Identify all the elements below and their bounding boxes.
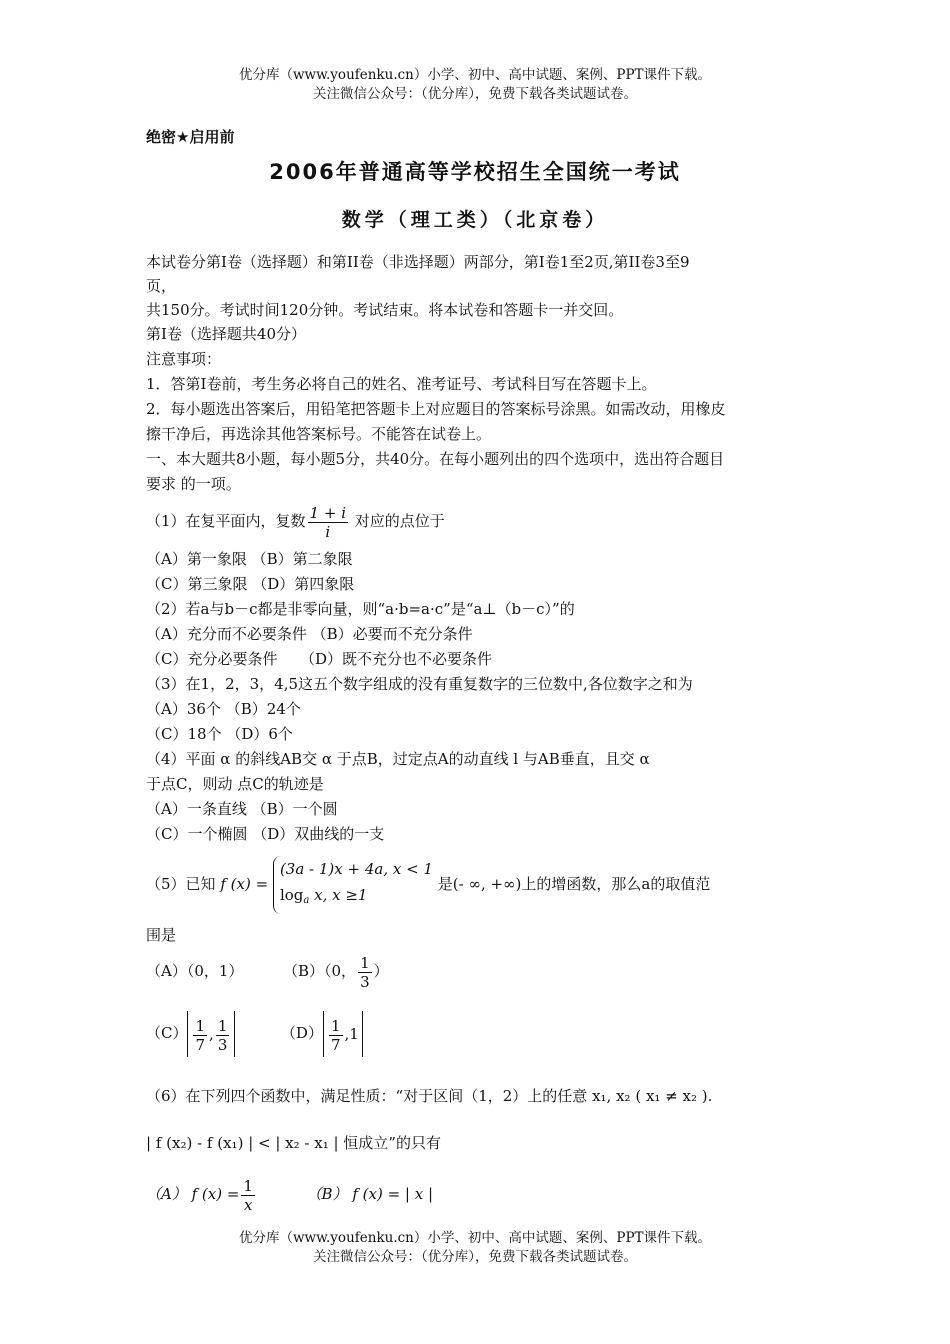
question-6-condition: | f (x₂) - f (x₁) | < | x₂ - x₁ | 恒成立”的只有 bbox=[146, 1134, 441, 1152]
footer-line-2: 关注微信公众号：（优分库），免费下载各类试题试卷。 bbox=[313, 1249, 637, 1265]
notice-heading: 注意事项： bbox=[146, 350, 222, 368]
q5-function: f (x) = bbox=[220, 875, 269, 893]
header-line-1: 优分库（www.youfenku.cn）小学、初中、高中试题、案例、PPT课件下载。 bbox=[238, 67, 712, 83]
footer-line-1: 优分库（www.youfenku.cn）小学、初中、高中试题、案例、PPT课件下载。 bbox=[238, 1230, 712, 1246]
q3-options-ab: （A）36个 （B）24个 bbox=[146, 700, 301, 718]
q5-case-2-rest: x, x ≥1 bbox=[309, 886, 368, 904]
q5-b-denominator: 3 bbox=[360, 972, 370, 991]
q5-d-end: ,1 bbox=[344, 1025, 359, 1043]
q5-prefix: （5）已知 bbox=[146, 875, 216, 893]
q1-suffix: 对应的点位于 bbox=[350, 512, 445, 530]
question-4: （4）平面 α 的斜线AB交 α 于点B，过定点A的动直线 l 与AB垂直，且交 α bbox=[146, 750, 650, 768]
intro-line-1b: 页， bbox=[146, 277, 177, 295]
page-header bbox=[0, 66, 950, 104]
q6-options-ab bbox=[146, 1172, 433, 1216]
q5-log: log bbox=[279, 886, 304, 904]
q5-case-1: (3a - 1)x + 4a, x < 1 bbox=[279, 860, 433, 878]
q5-d-frac bbox=[329, 1017, 343, 1054]
question-2: （2）若a与b－c都是非零向量，则“a·b=a·c”是“a⊥（b－c）”的 bbox=[146, 600, 575, 618]
q1-prefix: （1）在复平面内，复数 bbox=[146, 512, 306, 530]
question-3: （3）在1，2，3，4,5这五个数字组成的没有重复数字的三位数中,各位数字之和为 bbox=[146, 675, 693, 693]
q2-options-ab: （A）充分而不必要条件 （B）必要而不充分条件 bbox=[146, 625, 473, 643]
q5-option-b-fraction bbox=[358, 954, 372, 991]
q5-option-b: （B）（0， bbox=[282, 962, 357, 980]
page-footer bbox=[0, 1229, 950, 1267]
section-one-a: 一、本大题共8小题，每小题5分，共40分。在每小题列出的四个选项中，选出符合题目 bbox=[146, 450, 725, 468]
q6-a-denominator: x bbox=[243, 1195, 253, 1214]
q5-suffix: 是(- ∞, +∞)上的增函数，那么a的取值范 bbox=[437, 875, 711, 893]
q5-case-2 bbox=[280, 882, 433, 914]
intro-line-2: 共150分。考试时间120分钟。考试结束。将本试卷和答题卡一并交回。 bbox=[146, 301, 624, 319]
secret-label: 绝密★启用前 bbox=[146, 128, 235, 146]
part-one-heading: 第I卷（选择题共40分） bbox=[146, 325, 307, 343]
q5-option-a: （A）（0，1） bbox=[146, 962, 244, 980]
q5-log-base: a bbox=[303, 895, 310, 906]
notice-item-2a: 2．每小题选出答案后，用铅笔把答题卡上对应题目的答案标号涂黑。如需改动，用橡皮 bbox=[146, 400, 726, 418]
q1-numerator: 1 + i bbox=[309, 503, 346, 522]
question-1 bbox=[146, 500, 445, 542]
q5-options-cd bbox=[146, 1010, 363, 1057]
q1-options-ab: （A）第一象限 （B）第二象限 bbox=[146, 550, 353, 568]
exam-title: 2006年普通高等学校招生全国统一考试 bbox=[269, 160, 681, 184]
question-5-cont: 围是 bbox=[146, 926, 177, 944]
q1-options-cd: （C）第三象限 （D）第四象限 bbox=[146, 575, 355, 593]
q5-c-num-2: 1 bbox=[217, 1016, 228, 1035]
q5-d-den: 7 bbox=[330, 1035, 341, 1054]
q5-c-num-1: 1 bbox=[195, 1016, 206, 1035]
q6-a-numerator: 1 bbox=[243, 1176, 253, 1195]
q4-options-cd: （C）一个椭圆 （D）双曲线的一支 bbox=[146, 825, 385, 843]
q1-denominator: i bbox=[325, 522, 331, 541]
section-one-b: 要求 的一项。 bbox=[146, 475, 241, 493]
q5-d-num: 1 bbox=[330, 1016, 341, 1035]
q5-c-den-2: 3 bbox=[217, 1035, 228, 1054]
q6-option-a-fraction bbox=[241, 1177, 255, 1214]
question-4-cont: 于点C，则动 点C的轨迹是 bbox=[146, 775, 324, 793]
notice-item-2b: 擦干净后，再选涂其他答案标号。不能答在试卷上。 bbox=[146, 425, 492, 443]
q6-option-a: （A） f (x) = bbox=[146, 1185, 240, 1203]
notice-item-1: 1．答第I卷前，考生务必将自己的姓名、准考证号、考试科目写在答题卡上。 bbox=[146, 375, 657, 393]
q5-c-frac-1 bbox=[193, 1017, 207, 1054]
q6-option-b: （B） f (x) = | x | bbox=[306, 1185, 434, 1203]
question-5 bbox=[146, 856, 710, 914]
q5-b-numerator: 1 bbox=[360, 953, 370, 972]
q5-piecewise bbox=[273, 856, 433, 914]
q5-option-d: （D） bbox=[280, 1024, 323, 1042]
q5-option-b-end: ） bbox=[373, 962, 389, 980]
q5-option-d-interval bbox=[323, 1011, 363, 1057]
q5-option-c: （C） bbox=[146, 1024, 188, 1042]
q2-options-cd: （C）充分必要条件 （D）既不充分也不必要条件 bbox=[146, 650, 493, 668]
header-line-2: 关注微信公众号：（优分库），免费下载各类试题试卷。 bbox=[313, 86, 637, 102]
q1-fraction bbox=[308, 504, 348, 541]
q4-options-ab: （A）一条直线 （B）一个圆 bbox=[146, 800, 338, 818]
exam-subtitle: 数学（理工类）（北京卷） bbox=[341, 209, 609, 231]
q5-c-den-1: 7 bbox=[195, 1035, 206, 1054]
q5-c-frac-2 bbox=[216, 1017, 230, 1054]
q3-options-cd: （C）18个 （D）6个 bbox=[146, 725, 293, 743]
q5-option-c-interval: $\frac{1}{7}$ , $\frac{1}{3}$ bbox=[187, 1011, 235, 1057]
intro-line-1: 本试卷分第I卷（选择题）和第II卷（非选择题）两部分，第I卷1至2页,第II卷3至9 bbox=[146, 253, 690, 271]
q5-options-ab bbox=[146, 950, 389, 992]
question-6: （6）在下列四个函数中，满足性质：“对于区间（1，2）上的任意 x₁, x₂ ( x₁ ≠ x₂ ). bbox=[146, 1087, 713, 1105]
